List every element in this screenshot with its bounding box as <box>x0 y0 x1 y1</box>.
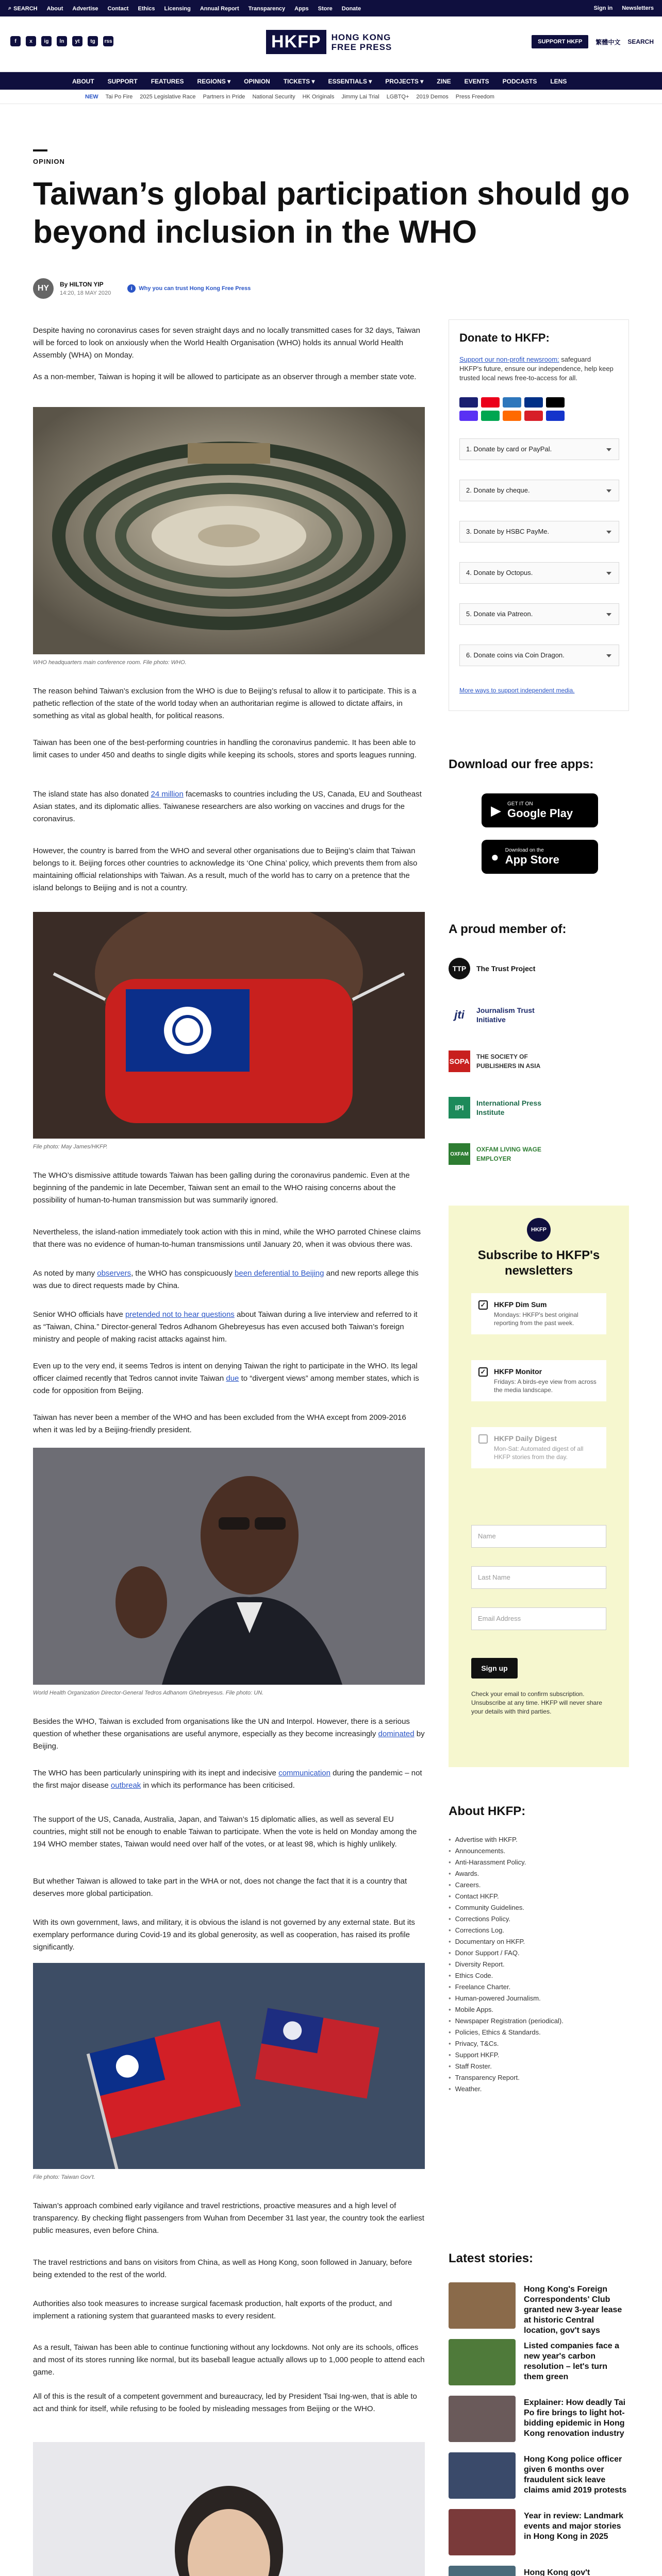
google-play-big: Google Play <box>507 806 573 820</box>
member-name: THE SOCIETY OF PUBLISHERS IN ASIA <box>476 1053 541 1070</box>
nav-regions[interactable]: REGIONS ▾ <box>197 78 231 85</box>
site-logo[interactable] <box>266 30 392 54</box>
newsletter-logo: HKFP <box>527 1218 551 1242</box>
top-right-links <box>594 5 654 11</box>
inline-link[interactable]: observers <box>97 1269 131 1278</box>
member-name: The Trust Project <box>476 964 536 973</box>
body-paragraph: Despite having no coronavirus cases for seven straight days and no locally transmitted cases for 32 days, Taiwan will be forced to look on anxiously when the World Health Organisation (WHO) holds its annual World Health Assembly (WHA) on Monday. <box>33 326 420 360</box>
payment-card-icon <box>481 411 500 421</box>
checkbox-unchecked[interactable] <box>478 1434 488 1444</box>
latest-story[interactable] <box>449 2396 629 2447</box>
donate-intro <box>459 355 614 383</box>
taiwan-flags-photo <box>33 1963 425 2169</box>
body-paragraph <box>33 1309 425 1346</box>
latest-story[interactable] <box>449 2339 629 2391</box>
logo-line-1: HONG KONG <box>331 32 391 42</box>
sign-up-button[interactable]: Sign up <box>471 1658 518 1679</box>
google-play-small: GET IT ON <box>507 801 533 807</box>
body-paragraph: The reason behind Taiwan’s exclusion from the WHO is due to Beijing’s refusal to allow it to participate. This is a pathetic reflection of the state of the world today when an authoritarian regime is allowed to dictate affairs, in something as vital as global health, for political reasons. <box>33 687 417 720</box>
text-run: As noted by many <box>33 1269 97 1278</box>
section-rule <box>33 149 47 151</box>
nav-opinion[interactable]: OPINION <box>244 78 270 85</box>
newsletter-desc: Fridays: A birds-eye view from across the media landscape. <box>494 1378 597 1394</box>
payment-card-icon <box>524 397 543 408</box>
name-field[interactable]: Name <box>471 1525 606 1548</box>
about-link[interactable]: • Documentary on HKFP. <box>449 1936 619 1947</box>
story-thumbnail <box>449 2339 516 2385</box>
telegram-icon[interactable]: tg <box>88 36 98 46</box>
about-link[interactable]: • Human-powered Journalism. <box>449 1993 619 2004</box>
nav-projects[interactable]: PROJECTS ▾ <box>385 78 424 85</box>
about-heading: About HKFP: <box>449 1804 526 1818</box>
top-utility-bar <box>0 0 662 16</box>
about-link[interactable]: • Staff Roster. <box>449 2061 619 2072</box>
body-paragraph: However, the country is barred from the WHO and several other organisations due to Beijing’s claim that Taiwan belongs to it. Beijing forces other countries to acknowledge its ‘One China’ policy, which prevents them from also maintaining official relationships with Taiwan. As a result, much of the world has to carry on a pretence that the island belongs to Beijing and is not a country. <box>33 846 418 892</box>
sign-in-link[interactable]: Sign in <box>593 5 613 11</box>
donate-intro-text: safeguard HKFP's future, ensure our independence, help keep trusted local news free-to-access for all. <box>459 355 614 382</box>
payment-card-icon <box>503 397 521 408</box>
trending-item[interactable]: Partners in Pride <box>203 94 245 100</box>
donate-option-patreon[interactable]: 5. Donate via Patreon. <box>459 603 619 625</box>
byline-meta <box>60 281 111 296</box>
body-paragraph <box>33 788 425 825</box>
latest-story[interactable] <box>449 2509 629 2561</box>
donate-option-coins[interactable]: 6. Donate coins via Coin Dragon. <box>459 645 619 666</box>
newsletter-option-monitor[interactable] <box>471 1360 606 1401</box>
nav-essentials[interactable]: ESSENTIALS ▾ <box>328 78 372 85</box>
logo-wordmark <box>332 32 392 52</box>
text-run: about Taiwan during a live interview and referred to it as “Taiwan, China.” Director-general Tedros Adhanom Ghebreyesus has even accused both Taiwan’s foreign ministry and people of making racist attacks against him. <box>33 1310 418 1344</box>
top-link-donate[interactable]: Donate <box>341 5 361 12</box>
about-link[interactable]: • Ethics Code. <box>449 1970 619 1981</box>
instagram-icon[interactable]: ig <box>41 36 52 46</box>
about-link[interactable]: • Freelance Charter. <box>449 1981 619 1993</box>
payment-card-icon <box>503 411 521 421</box>
payment-card-icon <box>459 397 478 408</box>
newsletter-option-daily-digest[interactable] <box>471 1427 606 1468</box>
member-name: International Press Institute <box>476 1099 542 1116</box>
payment-card-icon <box>546 397 565 408</box>
text-run: , the WHO has conspicuously <box>131 1269 235 1278</box>
about-link[interactable]: • Contact HKFP. <box>449 1891 619 1902</box>
trending-new-label: NEW <box>85 94 98 100</box>
about-link[interactable]: • Careers. <box>449 1879 619 1891</box>
body-paragraph: The support of the US, Canada, Australia, Japan, and Taiwan’s 15 diplomatic allies, as well as several EU countries, might still not be enough to enable Taiwan to participate. When the vote is held on Monday among the 194 WHO member states, Taiwan would need over half of the votes, or at least 98, which is highly unlikely. <box>33 1815 417 1849</box>
newsletter-desc: Mondays: HKFP's best original reporting from the past week. <box>494 1311 578 1327</box>
top-link-apps[interactable]: Apps <box>294 5 309 12</box>
about-link[interactable]: • Donor Support / FAQ. <box>449 1947 619 1959</box>
donate-option-octopus[interactable]: 4. Donate by Octopus. <box>459 562 619 584</box>
newsletter-desc: Mon-Sat: Automated digest of all HKFP stories from the day. <box>494 1445 584 1461</box>
about-link[interactable]: • Mobile Apps. <box>449 2004 619 2015</box>
payment-card-icon <box>481 397 500 408</box>
app-store-label <box>505 848 559 867</box>
app-store-big: App Store <box>505 853 559 866</box>
more-ways-link[interactable]: More ways to support independent media. <box>459 687 575 694</box>
app-store-small: Download on the <box>505 847 544 853</box>
body-paragraph: As a non-member, Taiwan is hoping it will be allowed to participate as an observer through a member state vote. <box>33 372 417 381</box>
about-link[interactable]: • Newspaper Registration (periodical). <box>449 2015 619 2027</box>
text-run: and new reports allege this was due to direct requests made by China. <box>33 1269 419 1290</box>
latest-story[interactable] <box>449 2566 629 2576</box>
linkedin-icon[interactable]: ln <box>57 36 67 46</box>
sopa-logo: SOPA <box>449 1050 470 1072</box>
byline <box>33 278 251 299</box>
text-run: The island state has also donated <box>33 790 151 799</box>
text-run: during the pandemic – not the first major disease <box>33 1769 422 1790</box>
photo-caption: File photo: May James/HKFP. <box>33 1144 108 1150</box>
story-title: Hong Kong police officer given 6 months over fraudulent sick leave claims amid 2019 protests <box>524 2455 627 2495</box>
info-icon: i <box>127 284 136 293</box>
trust-link[interactable] <box>127 284 251 293</box>
trending-bar <box>0 90 662 104</box>
top-link-annual-report[interactable]: Annual Report <box>200 5 239 12</box>
inline-link[interactable]: due <box>226 1374 239 1383</box>
search-icon: ⌕ <box>8 5 12 11</box>
text-run: by Beijing. <box>33 1730 425 1751</box>
jti-logo: jti <box>454 1008 465 1021</box>
photo-caption: File photo: Taiwan Gov’t. <box>33 2174 95 2180</box>
body-paragraph: Taiwan has never been a member of the WHO and has been excluded from the WHA except from 2009-2016 when it was led by a Beijing-friendly president. <box>33 1413 406 1434</box>
latest-story[interactable] <box>449 2452 629 2504</box>
x-twitter-icon[interactable]: x <box>26 36 36 46</box>
donate-heading: Donate to HKFP: <box>459 331 550 344</box>
body-paragraph <box>33 1767 425 1792</box>
newsletters-link[interactable]: Newsletters <box>622 5 654 11</box>
trending-item[interactable]: Press Freedom <box>455 94 494 100</box>
main-nav <box>0 72 662 90</box>
nav-features[interactable]: FEATURES <box>151 78 184 85</box>
email-field[interactable]: Email Address <box>471 1607 606 1630</box>
checkbox-checked[interactable]: ✓ <box>478 1367 488 1377</box>
about-link[interactable]: • Diversity Report. <box>449 1959 619 1970</box>
google-play-button[interactable] <box>482 793 598 827</box>
trending-item[interactable]: LGBTQ+ <box>386 94 409 100</box>
story-thumbnail <box>449 2566 516 2576</box>
story-title: Hong Kong gov't <box>524 2568 590 2576</box>
tedros-photo <box>33 1448 425 1685</box>
trust-link-label: Why you can trust Hong Kong Free Press <box>139 285 251 292</box>
trending-item[interactable]: HK Originals <box>302 94 335 100</box>
trending-item[interactable]: 2025 Legislative Race <box>140 94 196 100</box>
member-sopa[interactable] <box>449 1046 564 1077</box>
who-conference-illustration <box>33 407 425 654</box>
text-run: Even up to the very end, it seems Tedros is intent on denying Taiwan the right to participate in the WHO. Its legal officer claimed recently that Tedros cannot invite Taiwan <box>33 1362 418 1383</box>
about-links <box>449 1834 619 2095</box>
top-link-store[interactable]: Store <box>318 5 333 12</box>
text-run: to “divergent views” among member states, which is code for opposition from Beijing. <box>33 1374 419 1395</box>
top-link-contact[interactable]: Contact <box>107 5 129 12</box>
tsai-ing-wen-photo <box>33 2442 425 2576</box>
ipi-logo: IPI <box>449 1097 470 1118</box>
about-link[interactable]: • Anti-Harassment Policy. <box>449 1857 619 1868</box>
flags-illustration <box>33 1963 425 2169</box>
text-run: facemasks to countries including the US, Canada, EU and Southeast Asian states, and its diplomatic allies. Taiwanese researchers are also working on vaccines and drugs for the coronavirus. <box>33 790 422 823</box>
newsletter-title: HKFP Monitor <box>494 1367 542 1376</box>
app-store-button[interactable] <box>482 840 598 874</box>
about-link[interactable]: • Weather. <box>449 2083 619 2095</box>
member-trust-project[interactable] <box>449 953 535 984</box>
newsletter-title: HKFP Dim Sum <box>494 1300 547 1309</box>
body-paragraph <box>33 1716 425 1753</box>
logo-mark: HKFP <box>266 30 326 54</box>
story-thumbnail <box>449 2509 516 2555</box>
inline-link[interactable]: outbreak <box>110 1781 141 1790</box>
newsletter-heading: Subscribe to HKFP's newsletters <box>477 1248 600 1278</box>
members-heading: A proud member of: <box>449 922 567 936</box>
author-avatar[interactable]: HY <box>33 278 54 299</box>
nav-support[interactable]: SUPPORT <box>107 78 138 85</box>
publish-date: 14:20, 18 MAY 2020 <box>60 290 111 296</box>
donate-option-payme[interactable]: 3. Donate by HSBC PayMe. <box>459 521 619 543</box>
inline-link[interactable]: been deferential to Beijing <box>235 1269 324 1278</box>
trending-item[interactable]: 2019 Demos <box>416 94 449 100</box>
inline-link[interactable]: communication <box>278 1769 330 1777</box>
oxfam-logo: OXFAM <box>449 1143 470 1165</box>
top-link-advertise[interactable]: Advertise <box>72 5 98 12</box>
member-ipi[interactable] <box>449 1092 559 1123</box>
story-title: Listed companies face a new year's carbon resolution – let's turn them green <box>524 2342 619 2381</box>
about-link[interactable]: • Policies, Ethics & Standards. <box>449 2027 619 2038</box>
youtube-icon[interactable]: yt <box>72 36 82 46</box>
checkbox-checked[interactable]: ✓ <box>478 1300 488 1310</box>
about-link[interactable]: • Advertise with HKFP. <box>449 1834 619 1845</box>
nav-events[interactable]: EVENTS <box>464 78 489 85</box>
google-play-label <box>507 801 573 820</box>
social-icons <box>10 36 113 46</box>
body-paragraph: But whether Taiwan is allowed to take part in the WHA or not, does not change the fact that it is a country that deserves more global participation. <box>33 1877 407 1898</box>
photo-caption: WHO headquarters main conference room. File photo: WHO. <box>33 659 187 666</box>
newsletter-title: HKFP Daily Digest <box>494 1434 557 1443</box>
about-link[interactable]: • Corrections Log. <box>449 1925 619 1936</box>
nav-tickets[interactable]: TICKETS ▾ <box>283 78 315 85</box>
author-name[interactable]: By HILTON YIP <box>60 281 104 288</box>
payment-card-icon <box>524 411 543 421</box>
flag-mask-illustration <box>33 912 425 1139</box>
member-name: Journalism Trust Initiative <box>476 1006 535 1024</box>
taiwan-flag-mask-photo <box>33 912 425 1139</box>
about-link[interactable]: • Awards. <box>449 1868 619 1879</box>
apps-heading: Download our free apps: <box>449 757 594 771</box>
body-paragraph: Taiwan’s approach combined early vigilance and travel restrictions, proactive measures and a high level of transparency. By checking flight passengers from Wuhan from December 31 last year, the country took the earliest public measures, even before China. <box>33 2201 424 2235</box>
donate-intro-link[interactable]: Support our non-profit newsroom: <box>459 355 559 363</box>
play-store-icon: ▶ <box>491 802 501 818</box>
inline-link[interactable]: pretended not to hear questions <box>125 1310 235 1319</box>
member-oxfam[interactable] <box>449 1139 564 1170</box>
site-header <box>0 16 662 72</box>
story-title: Explainer: How deadly Tai Po fire brings to light hot-bidding epidemic in Hong Kong renovation industry <box>524 2398 626 2438</box>
latest-heading: Latest stories: <box>449 2251 534 2265</box>
top-link-transparency[interactable]: Transparency <box>248 5 286 12</box>
about-link[interactable]: • Community Guidelines. <box>449 1902 619 1913</box>
top-link-about[interactable]: About <box>46 5 63 12</box>
story-title: Hong Kong's Foreign Correspondents' Club granted new 3-year lease at historic Central location, gov't says <box>524 2285 622 2335</box>
photo-caption: World Health Organization Director-General Tedros Adhanom Ghebreyesus. File photo: UN. <box>33 1690 264 1696</box>
language-switch[interactable]: 繁體中文 <box>595 38 621 46</box>
newsletter-option-dim-sum[interactable] <box>471 1293 606 1334</box>
section-label[interactable]: OPINION <box>33 158 65 165</box>
body-paragraph: Nevertheless, the island-nation immediately took action with this in mind, while the WHO parroted Chinese claims that there was no evidence of human-to-human transmissions until January 20, when it was obvious there was. <box>33 1228 421 1249</box>
top-links <box>8 5 361 12</box>
nav-podcasts[interactable]: PODCASTS <box>502 78 537 85</box>
article-title: Taiwan’s global participation should go beyond inclusion in the WHO <box>33 176 630 250</box>
logo-line-2: FREE PRESS <box>331 42 392 52</box>
president-portrait-illustration <box>33 2442 425 2576</box>
body-paragraph: All of this is the result of a competent government and bureaucracy, led by President Tsai Ing-wen, that is able to act and think for itself, while refusing to be fooled by misleading messages from Beijing or the WHO. <box>33 2392 417 2413</box>
trending-item[interactable]: Jimmy Lai Trial <box>341 94 379 100</box>
nav-about[interactable]: ABOUT <box>72 78 94 85</box>
donate-widget <box>449 319 629 711</box>
member-jti[interactable] <box>449 999 559 1030</box>
about-link[interactable]: • Announcements. <box>449 1845 619 1857</box>
last-name-field[interactable]: Last Name <box>471 1566 606 1589</box>
about-link[interactable]: • Transparency Report. <box>449 2072 619 2083</box>
body-paragraph <box>33 1267 425 1292</box>
rss-icon[interactable]: rss <box>103 36 113 46</box>
who-conference-photo <box>33 407 425 654</box>
trending-item[interactable]: National Security <box>252 94 295 100</box>
top-link-licensing[interactable]: Licensing <box>164 5 191 12</box>
top-link-ethics[interactable]: Ethics <box>138 5 155 12</box>
facebook-icon[interactable]: f <box>10 36 21 46</box>
text-run: Besides the WHO, Taiwan is excluded from organisations like the UN and Interpol. However, there is a serious question of whether these organisations are useful anymore, especially as they become increasingly <box>33 1717 410 1738</box>
about-link[interactable]: • Corrections Policy. <box>449 1913 619 1925</box>
member-name: OXFAM LIVING WAGE EMPLOYER <box>476 1146 542 1162</box>
newsletter-footnote: Check your email to confirm subscription. Unsubscribe at any time. HKFP will never share your details with third parties. <box>471 1690 602 1715</box>
payment-card-icon <box>459 411 478 421</box>
story-thumbnail <box>449 2452 516 2499</box>
nav-zine[interactable]: ZINE <box>437 78 451 85</box>
body-paragraph: With its own government, laws, and military, it is obvious the island is not governed by any external state. But its exemplary performance during Covid-19 and its global generosity, as well as cooperation, has raised its profile significantly. <box>33 1918 415 1952</box>
latest-story[interactable] <box>449 2282 629 2334</box>
body-paragraph: The WHO’s dismissive attitude towards Taiwan has been galling during the coronavirus pandemic. Even at the beginning of the pandemic in late December, Taiwan sent an email to the WHO raising concerns about the possibility of human-to-human transmission but was summarily ignored. <box>33 1171 410 1205</box>
donate-option-cheque[interactable]: 2. Donate by cheque. <box>459 480 619 501</box>
header-search-button[interactable]: SEARCH <box>627 38 654 45</box>
inline-link[interactable]: 24 million <box>151 790 184 799</box>
trending-item[interactable]: Tai Po Fire <box>105 94 133 100</box>
body-paragraph: As a result, Taiwan has been able to continue functioning without any lockdowns. Not only are its schools, offices and most of its stores running like normal, but its baseball league actually allows up to 1,000 people to attend each game. <box>33 2343 425 2377</box>
nav-lens[interactable]: LENS <box>550 78 567 85</box>
newsletter-signup <box>449 1206 629 1767</box>
body-paragraph <box>33 1360 425 1397</box>
about-link[interactable]: • Support HKFP. <box>449 2049 619 2061</box>
portrait-illustration <box>33 1448 425 1685</box>
payment-card-icon <box>546 411 565 421</box>
body-paragraph: The travel restrictions and bans on visitors from China, as well as Hong Kong, soon followed in January, before being extended to the rest of the world. <box>33 2258 412 2279</box>
top-search-link[interactable]: ⌕ SEARCH <box>8 5 38 12</box>
apple-icon: ● <box>491 849 499 865</box>
inline-link[interactable]: dominated <box>378 1730 415 1738</box>
story-title: Year in review: Landmark events and major stories in Hong Kong in 2025 <box>524 2512 623 2541</box>
body-paragraph: Authorities also took measures to increase surgical facemask production, halt exports of the product, and implement a rationing system that guaranteed masks to every resident. <box>33 2299 392 2320</box>
body-paragraph: Taiwan has been one of the best-performing countries in handling the coronavirus pandemic. It has been able to limit cases to under 450 and deaths to single digits while keeping its schools, stores and sports leagues running. <box>33 738 417 759</box>
text-run: in which its performance has been criticised. <box>141 1781 295 1790</box>
about-link[interactable]: • Privacy, T&Cs. <box>449 2038 619 2049</box>
payment-method-icons <box>459 397 573 421</box>
story-thumbnail <box>449 2282 516 2329</box>
header-actions <box>532 35 654 48</box>
story-thumbnail <box>449 2396 516 2442</box>
support-hkfp-button[interactable]: SUPPORT HKFP <box>532 35 588 48</box>
text-run: Senior WHO officials have <box>33 1310 125 1319</box>
text-run: The WHO has been particularly uninspiring with its inept and indecisive <box>33 1769 279 1777</box>
trust-project-logo: TTP <box>449 958 470 979</box>
donate-option-card[interactable]: 1. Donate by card or PayPal. <box>459 438 619 460</box>
